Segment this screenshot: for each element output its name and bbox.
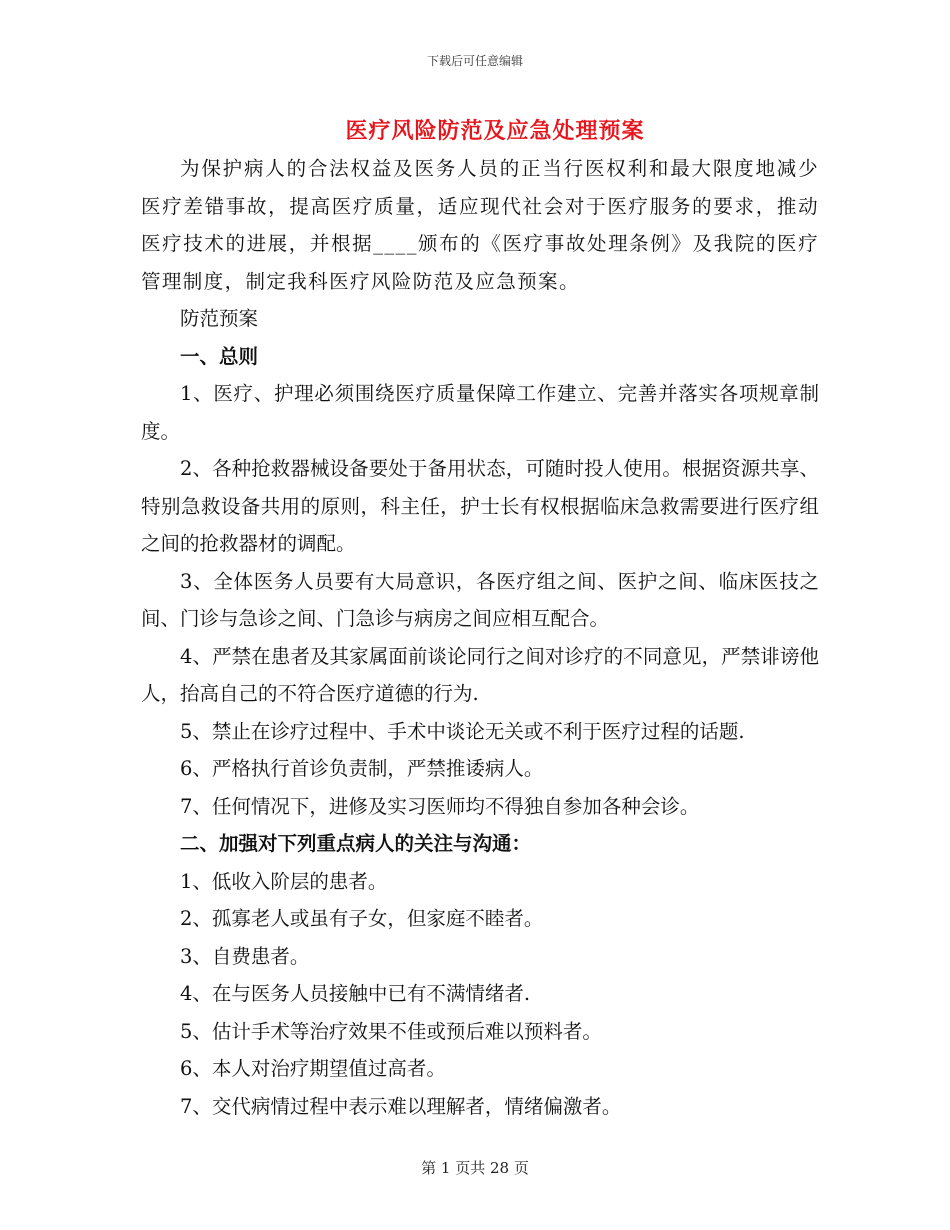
patient-item-6: 6、本人对治疗期望值过高者。	[180, 1057, 446, 1080]
patient-item-5: 5、估计手术等治疗效果不佳或预后难以预料者。	[180, 1019, 602, 1043]
patient-item-2: 2、孤寡老人或虽有子女，但家庭不睦者。	[180, 907, 544, 930]
general-item-2: 2、各种抢救器械设备要处于备用状态，可随时投人使用。根据资源共享、特别急救设备共用的原则，科主任，护士长有权根据临床急救需要进行医疗组之间的抢救器材的调配。	[141, 457, 819, 555]
patient-item-4: 4、在与医务人员接触中已有不满情绪者.	[180, 982, 531, 1005]
general-item-3: 3、全体医务人员要有大局意识，各医疗组之间、医护之间、临床医技之间、门诊与急诊之间、门急诊与病房之间应相互配合。	[141, 569, 819, 630]
patient-item-1: 1、低收入阶层的患者。	[180, 869, 388, 893]
section-heading-general: 一、总则	[180, 344, 259, 368]
general-item-7: 7、任何情况下，进修及实习医师均不得独自参加各种会诊。	[180, 794, 700, 818]
page-header: 下载后可任意编辑	[426, 54, 523, 68]
general-item-4: 4、严禁在患者及其家属面前谈论同行之间对诊疗的不同意见，严禁诽谤他人，抬高自己的不符合医疗道德的行为.	[141, 644, 819, 705]
general-item-5: 5、禁止在诊疗过程中、手术中谈论无关或不利于医疗过程的话题.	[180, 719, 745, 743]
patient-item-7: 7、交代病情过程中表示难以理解者，情绪偏激者。	[180, 1094, 622, 1118]
general-item-6: 6、严格执行首诊负责制，严禁推诿病人。	[180, 757, 544, 780]
document-title: 医疗风险防范及应急处理预案	[345, 118, 645, 144]
section-label: 防范预案	[180, 307, 259, 330]
section-heading-key-patients: 二、加强对下列重点病人的关注与沟通：	[180, 832, 532, 855]
page-footer: 第 1 页共 28 页	[421, 1159, 529, 1177]
document-body	[141, 150, 819, 1125]
general-item-1: 1、医疗、护理必须围绕医疗质量保障工作建立、完善并落实各项规章制度。	[141, 382, 819, 443]
intro-paragraph: 为保护病人的合法权益及医务人员的正当行医权利和最大限度地减少医疗差错事故，提高医疗质量，适应现代社会对于医疗服务的要求，推动医疗技术的进展，并根据____颁布的《医疗事故处理条例》及我院的医疗管理制度，制定我科医疗风险防范及应急预案。	[141, 157, 819, 293]
patient-item-3: 3、自费患者。	[180, 944, 310, 968]
